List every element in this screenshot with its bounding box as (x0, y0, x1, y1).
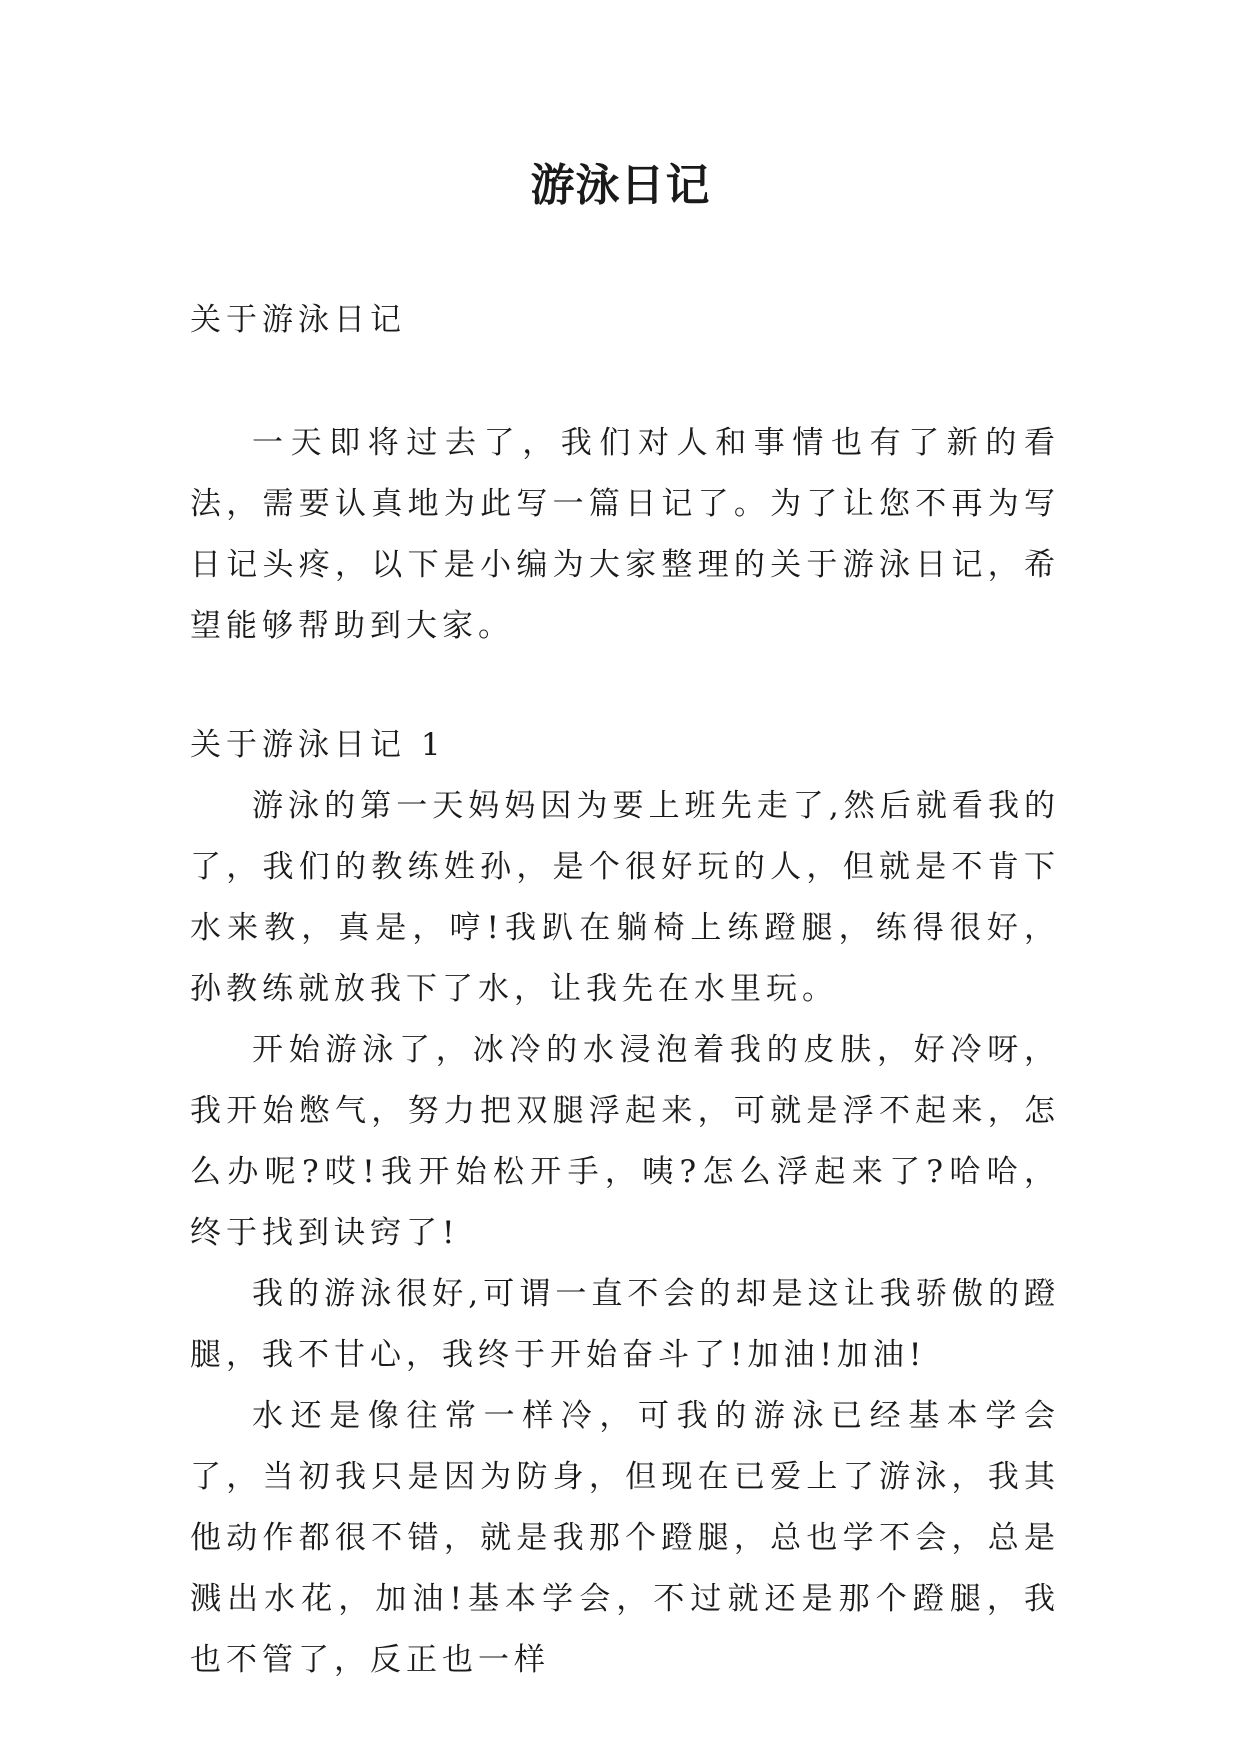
body-paragraph: 水还是像往常一样冷，可我的游泳已经基本学会了，当初我只是因为防身，但现在已爱上了游泳，我其他动作都很不错，就是我那个蹬腿，总也学不会，总是溅出水花，加油!基本学会，不过就还是那个蹬腿，我也不管了，反正也一样 (190, 1398, 1060, 1678)
document-title: 游泳日记 (530, 160, 711, 211)
body-paragraph: 游泳的第一天妈妈因为要上班先走了,然后就看我的了，我们的教练姓孙，是个很好玩的人，但就是不肯下水来教，真是，哼!我趴在躺椅上练蹬腿，练得很好，孙教练就放我下了水，让我先在水里玩。 (190, 788, 1060, 1007)
document-subtitle: 关于游泳日记 (190, 302, 406, 338)
document-body (190, 290, 1060, 1691)
section-heading: 关于游泳日记 1 (190, 727, 446, 763)
body-paragraph: 开始游泳了，冰冷的水浸泡着我的皮肤，好冷呀，我开始憋气，努力把双腿浮起来，可就是浮不起来，怎么办呢?哎!我开始松开手，咦?怎么浮起来了?哈哈，终于找到诀窍了! (190, 1032, 1060, 1251)
body-paragraph: 我的游泳很好,可谓一直不会的却是这让我骄傲的蹬腿，我不甘心，我终于开始奋斗了!加油!加油! (190, 1276, 1060, 1373)
intro-paragraph: 一天即将过去了，我们对人和事情也有了新的看法，需要认真地为此写一篇日记了。为了让您不再为写日记头疼，以下是小编为大家整理的关于游泳日记，希望能够帮助到大家。 (190, 425, 1060, 644)
